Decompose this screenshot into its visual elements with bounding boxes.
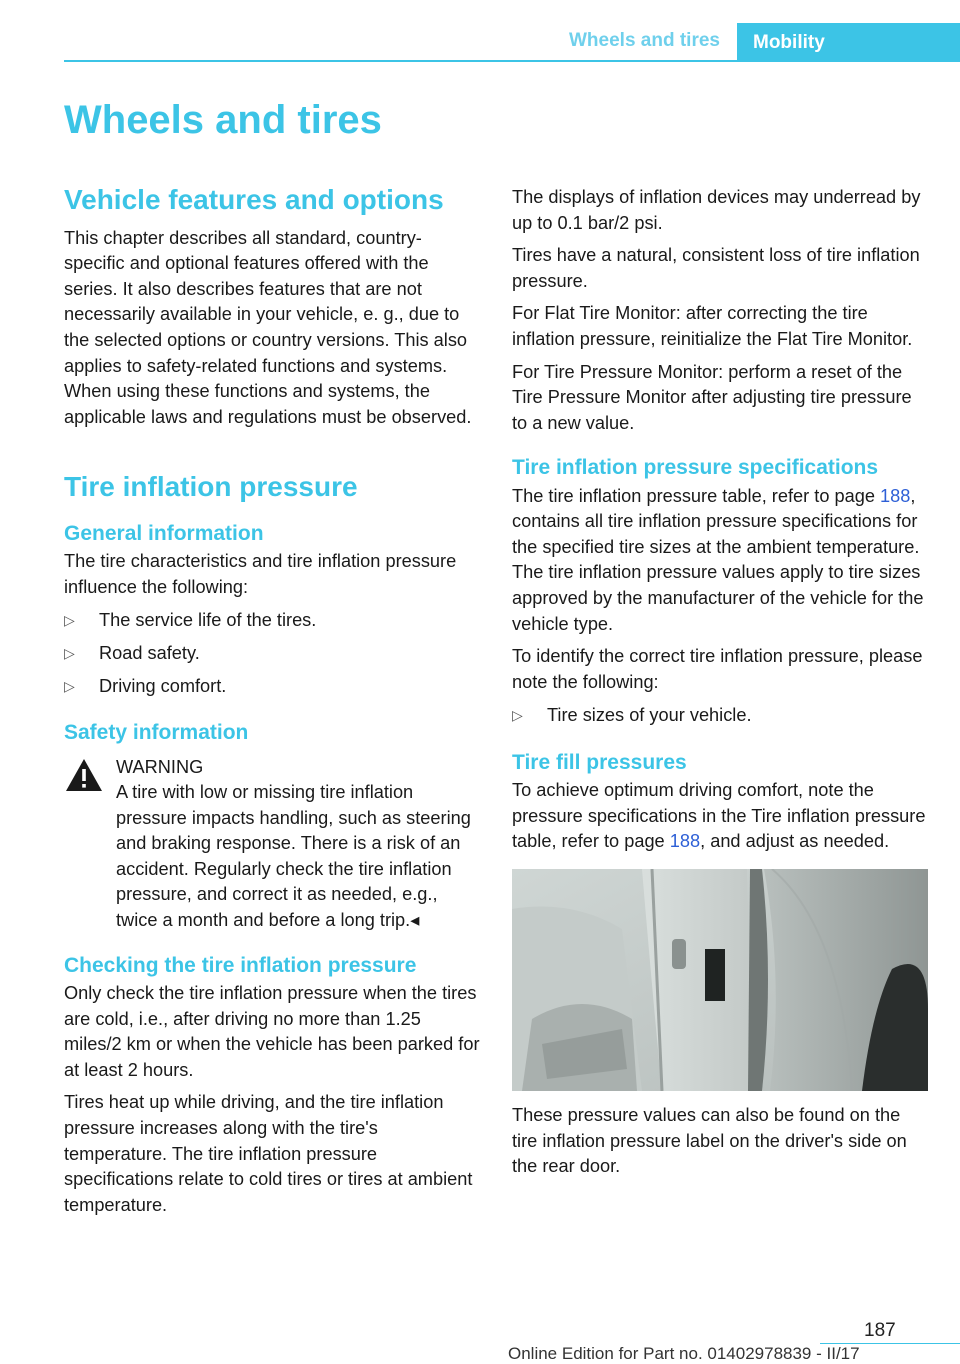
right-p4: For Tire Pressure Monitor: perform a reset of the Tire Pressure Monitor after adjusting tire pressure to a new value. (512, 361, 912, 433)
right-column (512, 185, 928, 1180)
right-p1: The displays of inflation devices may underread by up to 0.1 bar/2 psi. (512, 187, 921, 233)
page-reference-link[interactable]: 188 (880, 485, 911, 506)
page-reference-link[interactable]: 188 (669, 831, 701, 852)
page-number: 187 (864, 1320, 896, 1341)
vehicle-features-body: This chapter describes all standard, country-specific and optional features offered with the series. It also describes features that are not necessarily available in your vehicle, e. g., due to the selected options or country versions. This also applies to safety-related functions and systems. When using these functions and systems, the applicable laws and regulations must be observed. (64, 227, 472, 427)
heading-vehicle-features: Vehicle features and options (64, 184, 444, 215)
heading-checking-pressure: Checking the tire inflation pressure (64, 953, 417, 977)
left-column (64, 183, 480, 1218)
specs-bullet-list (512, 703, 928, 729)
header-section-title: Wheels and tires (569, 30, 720, 51)
list-item: ▷ Driving comfort. (64, 674, 480, 700)
heading-tire-inflation-pressure: Tire inflation pressure (64, 471, 358, 503)
checking-p2: Tires heat up while driving, and the tire inflation pressure increases along with the tire's temperature. The tire inflation pressure specifications relate to cold tires or tires at ambient temperature. (64, 1092, 473, 1215)
triangle-bullet-icon: ▷ (512, 707, 523, 724)
page-title: Wheels and tires (64, 98, 382, 142)
specs-p1: The tire inflation pressure table, refer to page 188, contains all tire inflation pressure specifications for the specified tire sizes at the ambient temperature. The tire inflation pressure values apply to tire sizes approved by the manufacturer of the vehicle for the vehicle type. (512, 485, 924, 634)
triangle-bullet-icon: ▷ (64, 612, 75, 629)
list-item: ▷ Tire sizes of your vehicle. (512, 703, 928, 729)
door-pillar-photo (512, 869, 928, 1091)
photo-caption: These pressure values can also be found on the tire inflation pressure label on the driver's side on the rear door. (512, 1105, 907, 1177)
triangle-bullet-icon: ▷ (64, 645, 75, 662)
general-intro: The tire characteristics and tire inflation pressure influence the following: (64, 551, 457, 597)
heading-tire-fill-pressures: Tire fill pressures (512, 750, 687, 774)
general-bullet-list (64, 608, 480, 699)
heading-pressure-specifications: Tire inflation pressure specifications (512, 456, 879, 480)
checking-p1: Only check the tire inflation pressure when the tires are cold, i.e., after driving no more than 1.25 miles/2 km or when the vehicle has been parked for at least 2 hours. (64, 982, 480, 1080)
right-p3: For Flat Tire Monitor: after correcting the tire inflation pressure, reinitialize the Flat Tire Monitor. (512, 303, 913, 349)
warning-label: WARNING (116, 756, 204, 777)
warning-triangle-icon (64, 757, 104, 793)
fill-p1: To achieve optimum driving comfort, note the pressure specifications in the Tire inflation pressure table, refer to page 188, and adjust as needed. (512, 780, 926, 852)
list-item: ▷ The service life of the tires. (64, 608, 480, 634)
triangle-bullet-icon: ▷ (64, 677, 75, 694)
footer-edition: Online Edition for Part no. 01402978839 - II/17 (508, 1344, 860, 1363)
specs-p2: To identify the correct tire inflation pressure, please note the following: (512, 646, 923, 692)
warning-block (64, 755, 480, 934)
heading-general-information: General information (64, 521, 264, 545)
right-p2: Tires have a natural, consistent loss of tire inflation pressure. (512, 245, 920, 291)
door-pillar-illustration (512, 869, 928, 1091)
heading-safety-information: Safety information (64, 721, 249, 745)
list-item: ▷ Road safety. (64, 641, 480, 667)
header-chapter-tab: Mobility (737, 23, 960, 62)
warning-text: A tire with low or missing tire inflation pressure impacts handling, such as steering and braking response. There is a risk of an accident. Regularly check the tire inflation pressure, and correct it as needed, e.g., twice a month and before a long trip.◂ (116, 782, 471, 931)
